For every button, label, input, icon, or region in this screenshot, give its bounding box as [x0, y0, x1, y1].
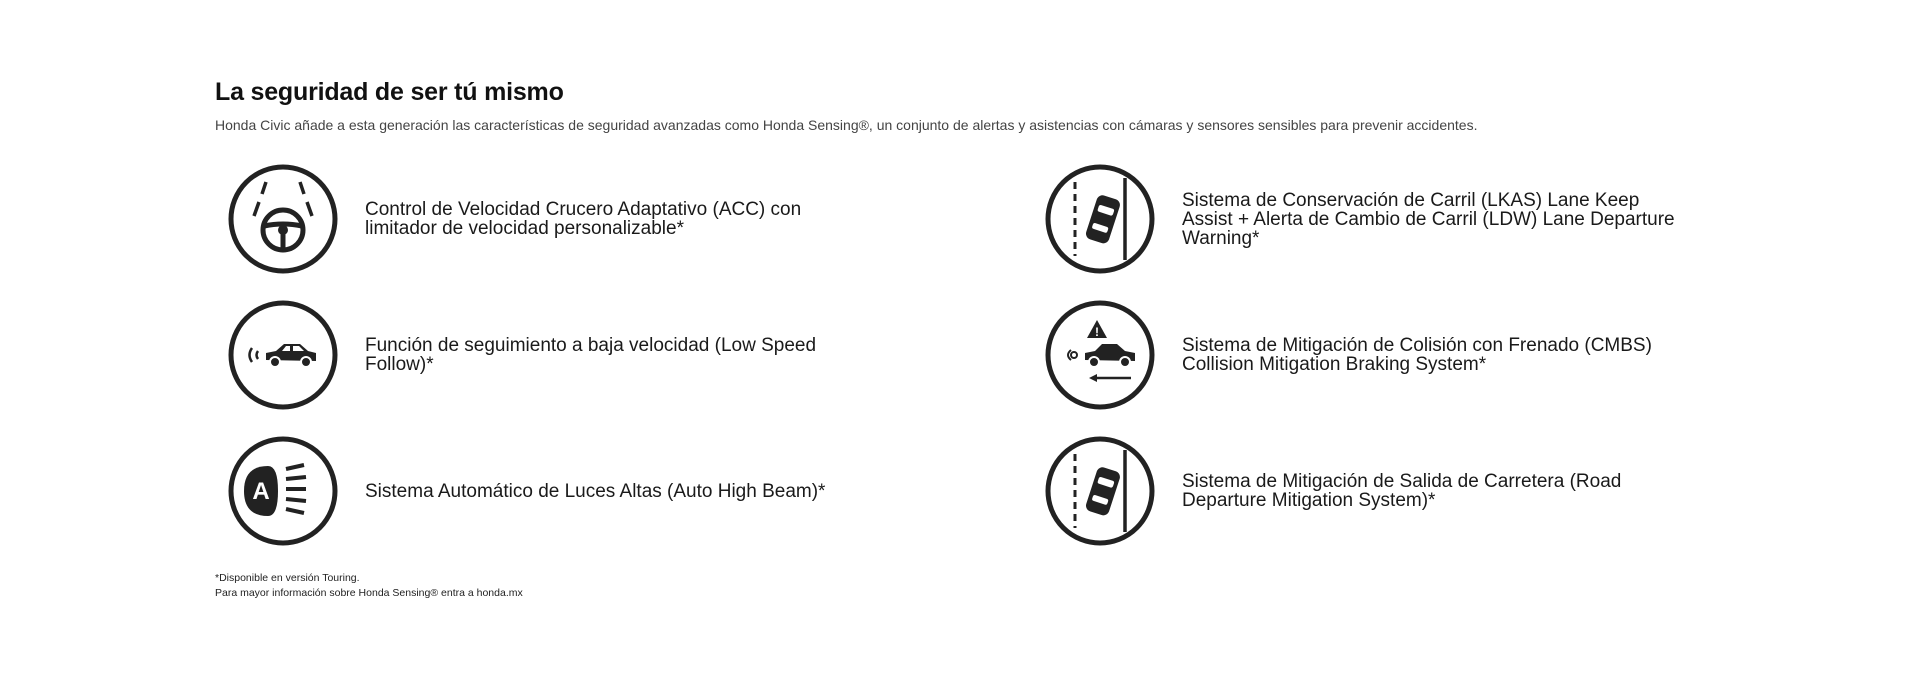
collision-warning-car-icon [1045, 300, 1155, 410]
section-title: La seguridad de ser tú mismo [215, 78, 564, 106]
feature-rdm [1045, 436, 1621, 546]
svg-text:A: A [252, 478, 270, 505]
steering-lane-icon [228, 164, 338, 274]
footnote-more-info: Para mayor información sobre Honda Sensing® entra a honda.mx [215, 587, 523, 599]
feature-label: Función de seguimiento a baja velocidad (Low Speed Follow)* [365, 335, 817, 375]
feature-label: Sistema de Mitigación de Salida de Carretera (Road Departure Mitigation System)* [1182, 471, 1622, 511]
feature-lkas [1045, 164, 1675, 274]
road-departure-car-icon [1045, 436, 1155, 546]
feature-label: Sistema de Mitigación de Colisión con Frenado (CMBS) Collision Mitigation Braking System* [1182, 335, 1652, 375]
low-speed-follow-car-icon [228, 300, 338, 410]
feature-acc [228, 164, 801, 274]
feature-label: Control de Velocidad Crucero Adaptativo (ACC) con limitador de velocidad personalizable* [365, 199, 802, 239]
lane-keep-car-icon [1045, 164, 1155, 274]
feature-cmbs [1045, 300, 1652, 410]
section-subtitle: Honda Civic añade a esta generación las características de seguridad avanzadas como Honda Sensing®, un conjunto de alertas y asistencias con cámaras y sensores sensibles para prevenir accidentes. [215, 117, 1478, 133]
footnote-availability: *Disponible en versión Touring. [215, 572, 360, 584]
feature-label: Sistema Automático de Luces Altas (Auto High Beam)* [365, 480, 826, 502]
footnotes [215, 571, 523, 601]
auto-high-beam-icon [228, 436, 338, 546]
feature-label: Sistema de Conservación de Carril (LKAS) Lane Keep Assist + Alerta de Cambio de Carril (LDW) Lane Departure Warning* [1182, 189, 1675, 249]
svg-text:!: ! [1095, 325, 1099, 339]
feature-auto-high-beam [228, 436, 825, 546]
safety-section [215, 78, 1715, 133]
feature-low-speed-follow [228, 300, 816, 410]
